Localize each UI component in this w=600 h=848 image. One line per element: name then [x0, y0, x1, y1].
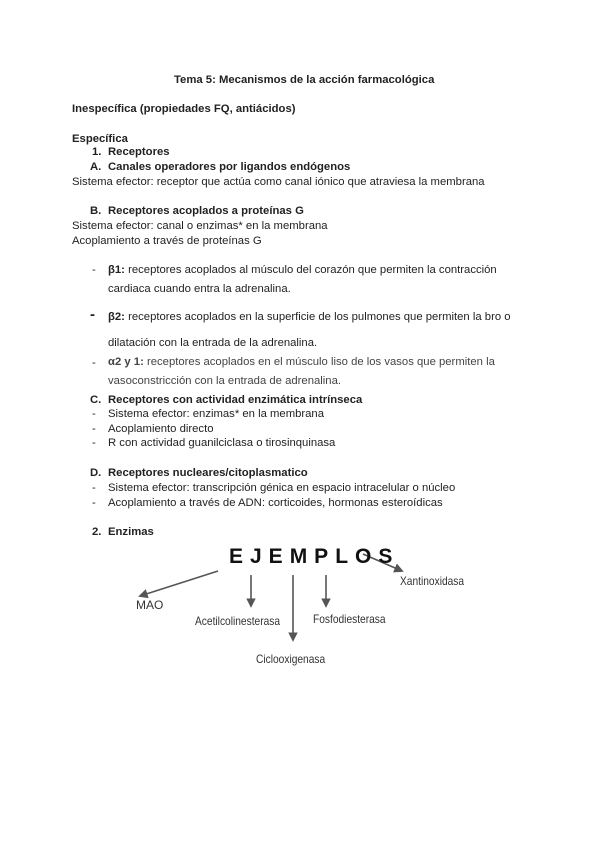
list-item-d-2: Acoplamiento a través de ADN: corticoides, hormonas esteroídicas: [108, 497, 443, 509]
subsection-a-line: Sistema efector: receptor que actúa como canal iónico que atraviesa la membrana: [72, 176, 485, 188]
subsection-d-letter: D.: [90, 467, 102, 479]
subsection-b-line-2: Acoplamiento a través de proteínas G: [72, 235, 262, 247]
subsection-c-letter: C.: [90, 394, 102, 406]
text-beta1: receptores acoplados al músculo del corazón que permiten la contracción: [124, 264, 497, 276]
arrow-to-mao: [140, 571, 218, 596]
subsection-b-line-1: Sistema efector: canal o enzimas* en la membrana: [72, 220, 328, 232]
list-item-c-3: R con actividad guanilciclasa o tirosinquinasa: [108, 437, 336, 449]
list-bullet: -: [92, 482, 96, 494]
subsection-d-heading: Receptores nucleares/citoplasmatico: [108, 467, 308, 479]
section-2-number: 2.: [92, 526, 102, 538]
section-1-number: 1.: [92, 146, 102, 158]
list-bullet: -: [92, 437, 96, 449]
list-bullet: -: [92, 357, 96, 369]
diagram-label-ciclooxigenasa: Ciclooxigenasa: [256, 652, 326, 666]
subsection-a-letter: A.: [90, 161, 102, 173]
diagram-label-acetilcolinesterasa: Acetilcolinesterasa: [195, 614, 281, 628]
list-item-c-1: Sistema efector: enzimas* en la membrana: [108, 408, 324, 420]
heading-inespecifica: Inespecífica (propiedades FQ, antiácidos): [72, 103, 296, 115]
list-item-d-1: Sistema efector: transcripción génica en espacio intracelular o núcleo: [108, 482, 456, 494]
page-title: Tema 5: Mecanismos de la acción farmacológica: [174, 74, 435, 86]
list-item-c-2: Acoplamiento directo: [108, 423, 214, 435]
subsection-b-heading: Receptores acoplados a proteínas G: [108, 205, 304, 217]
section-1-heading: Receptores: [108, 146, 170, 158]
list-bullet: -: [92, 408, 96, 420]
list-bullet: -: [90, 306, 95, 323]
list-item-beta1-cont: cardiaca cuando entra la adrenalina.: [108, 283, 291, 295]
term-alpha: α2 y 1:: [108, 356, 144, 368]
text-beta2: receptores acoplados en la superficie de los pulmones que permiten la bro o: [124, 311, 511, 323]
diagram-label-xantinoxidasa: Xantinoxidasa: [400, 574, 465, 588]
subsection-c-heading: Receptores con actividad enzimática intrínseca: [108, 394, 363, 406]
list-item-beta2-cont: dilatación con la entrada de la adrenalina.: [108, 337, 318, 349]
diagram-label-mao: MAO: [136, 598, 164, 612]
diagram-label-fosfodiesterasa: Fosfodiesterasa: [313, 612, 386, 626]
subsection-b-letter: B.: [90, 205, 102, 217]
list-bullet: -: [92, 423, 96, 435]
diagram-center-label: EJEMPLOS: [229, 545, 400, 568]
list-item-alpha-cont: vasoconstricción con la entrada de adrenalina.: [108, 375, 341, 387]
section-2-heading: Enzimas: [108, 526, 154, 538]
heading-especifica: Específica: [72, 133, 128, 145]
list-bullet: -: [92, 497, 96, 509]
text-alpha: receptores acoplados en el músculo liso de los vasos que permiten la: [143, 356, 495, 368]
subsection-a-heading: Canales operadores por ligandos endógenos: [108, 161, 351, 173]
term-beta1: β1:: [108, 264, 125, 276]
list-bullet: -: [92, 264, 96, 276]
term-beta2: β2:: [108, 311, 125, 323]
